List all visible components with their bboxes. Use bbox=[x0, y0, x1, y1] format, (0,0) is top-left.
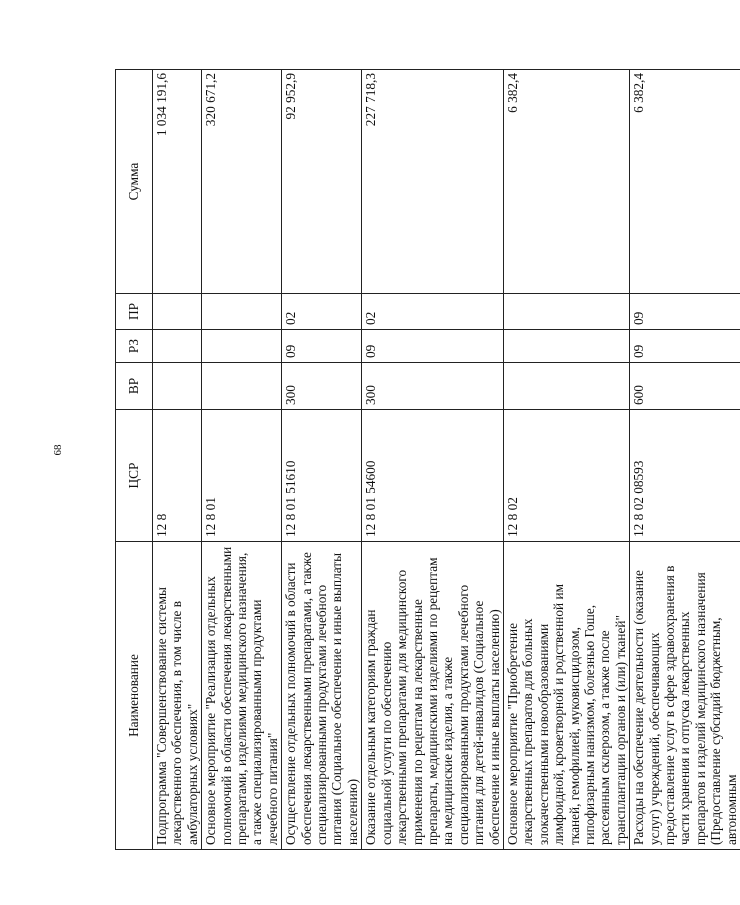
table-row bbox=[202, 70, 282, 850]
header-csr: ЦСР bbox=[116, 410, 153, 542]
page-number: 68 bbox=[52, 444, 64, 456]
row-csr: 12 8 02 bbox=[503, 410, 629, 542]
table-row bbox=[362, 70, 504, 850]
table-row bbox=[153, 70, 202, 850]
header-pr: ПР bbox=[116, 294, 153, 330]
header-vr: ВР bbox=[116, 363, 153, 410]
row-pr: 02 bbox=[282, 294, 362, 330]
budget-table-rotated bbox=[115, 70, 739, 850]
row-sum: 1 034 191,6 bbox=[153, 70, 202, 294]
row-vr: 300 bbox=[362, 363, 504, 410]
table-header-row bbox=[116, 70, 153, 850]
header-name: Наименование bbox=[116, 542, 153, 850]
row-csr: 12 8 bbox=[153, 410, 202, 542]
row-name: Основное мероприятие "Реализация отдельных полномочий в области обеспечения лекарственными препаратами, изделиями медицинского назначения, а также специализированными продуктами лечебного питания" bbox=[202, 542, 282, 850]
row-pr bbox=[153, 294, 202, 330]
table-row bbox=[282, 70, 362, 850]
row-rz bbox=[503, 330, 629, 363]
row-pr bbox=[202, 294, 282, 330]
row-sum: 6 382,4 bbox=[630, 70, 740, 294]
row-sum: 92 952,9 bbox=[282, 70, 362, 294]
header-rz: РЗ bbox=[116, 330, 153, 363]
row-csr: 12 8 02 08593 bbox=[630, 410, 740, 542]
row-name: Расходы на обеспечение деятельности (оказание услуг) учреждений, обеспечивающих предоставление услуг в сфере здравоохранения в части хранения и отпуска лекарственных препаратов и изделий медицинского назначения (Предоставление субсидий бюджетным, автономным bbox=[630, 542, 740, 850]
row-vr: 600 bbox=[630, 363, 740, 410]
table-row bbox=[503, 70, 629, 850]
row-rz: 09 bbox=[630, 330, 740, 363]
row-vr bbox=[503, 363, 629, 410]
row-pr: 02 bbox=[362, 294, 504, 330]
row-vr: 300 bbox=[282, 363, 362, 410]
row-sum: 227 718,3 bbox=[362, 70, 504, 294]
row-sum: 6 382,4 bbox=[503, 70, 629, 294]
row-rz: 09 bbox=[362, 330, 504, 363]
row-csr: 12 8 01 bbox=[202, 410, 282, 542]
row-name: Оказание отдельным категориям граждан социальной услуги по обеспечению лекарственными препаратами для медицинского применения по рецептам на лекарственные препараты, медицинскими изделиями по рецептам на медицинские изделия, а также специализированными продуктами лечебного питания для детей-инвалидов (Социальное обеспечение и иные выплаты населению) bbox=[362, 542, 504, 850]
row-vr bbox=[202, 363, 282, 410]
row-rz: 09 bbox=[282, 330, 362, 363]
header-sum: Сумма bbox=[116, 70, 153, 294]
row-rz bbox=[153, 330, 202, 363]
row-sum: 320 671,2 bbox=[202, 70, 282, 294]
table-row bbox=[630, 70, 740, 850]
row-pr bbox=[503, 294, 629, 330]
row-name: Осуществление отдельных полномочий в области обеспечения лекарственными препаратами, а также специализированными продуктами лечебного питания (Социальное обеспечение и иные выплаты населению) bbox=[282, 542, 362, 850]
row-vr bbox=[153, 363, 202, 410]
row-csr: 12 8 01 54600 bbox=[362, 410, 504, 542]
row-rz bbox=[202, 330, 282, 363]
row-pr: 09 bbox=[630, 294, 740, 330]
row-name: Подпрограмма "Совершенствование системы лекарственного обеспечения, в том числе в амбулаторных условиях" bbox=[153, 542, 202, 850]
row-csr: 12 8 01 51610 bbox=[282, 410, 362, 542]
row-name: Основное мероприятие "Приобретение лекарственных препаратов для больных злокачественными новообразованиями лимфоидной, кроветворной и родственной им тканей, гемофилией, муковисцидозом, гипофизарным нанизмом, болезнью Гоше, рассеянным склерозом, а также после трансплантации органов и (или) тканей" bbox=[503, 542, 629, 850]
budget-table bbox=[115, 69, 740, 850]
